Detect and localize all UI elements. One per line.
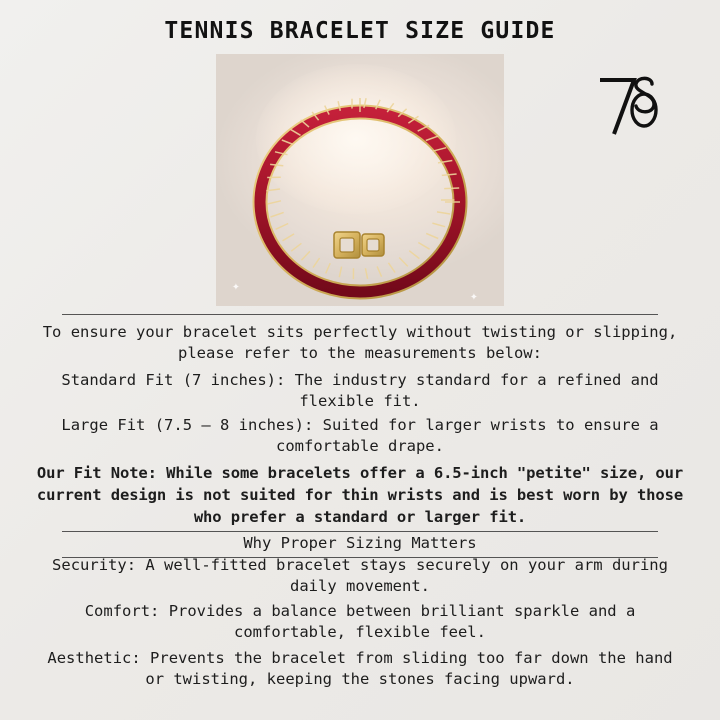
fit-note-text: Our Fit Note: While some bracelets offer a 6.5-inch "petite" size, our current design is not suited for thin wrists and is best worn by those who prefer a standard or larger fit. bbox=[36, 464, 684, 526]
product-photo bbox=[216, 54, 504, 306]
page-title: TENNIS BRACELET SIZE GUIDE bbox=[164, 18, 556, 44]
intro-text: To ensure your bracelet sits perfectly without twisting or slipping, please refer to the measurements below: bbox=[42, 323, 678, 362]
large-fit-text: Large Fit (7.5 – 8 inches): Suited for larger wrists to ensure a comfortable drape. bbox=[61, 416, 659, 455]
sparkle-icon: ✦ bbox=[232, 279, 240, 294]
aesthetic-text: Aesthetic: Prevents the bracelet from sliding too far down the hand or twisting, keeping the stones facing upward. bbox=[47, 649, 673, 688]
divider-middle bbox=[62, 531, 658, 532]
security-text: Security: A well-fitted bracelet stays securely on your arm during daily movement. bbox=[52, 556, 668, 595]
sparkle-icon: ✦ bbox=[470, 289, 478, 304]
7s-monogram-logo bbox=[594, 72, 664, 138]
divider-top bbox=[62, 314, 658, 315]
comfort-text: Comfort: Provides a balance between brilliant sparkle and a comfortable, flexible feel. bbox=[84, 602, 636, 641]
clasp bbox=[334, 232, 384, 258]
section-heading: Why Proper Sizing Matters bbox=[243, 534, 477, 552]
standard-fit-text: Standard Fit (7 inches): The industry standard for a refined and flexible fit. bbox=[61, 371, 659, 410]
